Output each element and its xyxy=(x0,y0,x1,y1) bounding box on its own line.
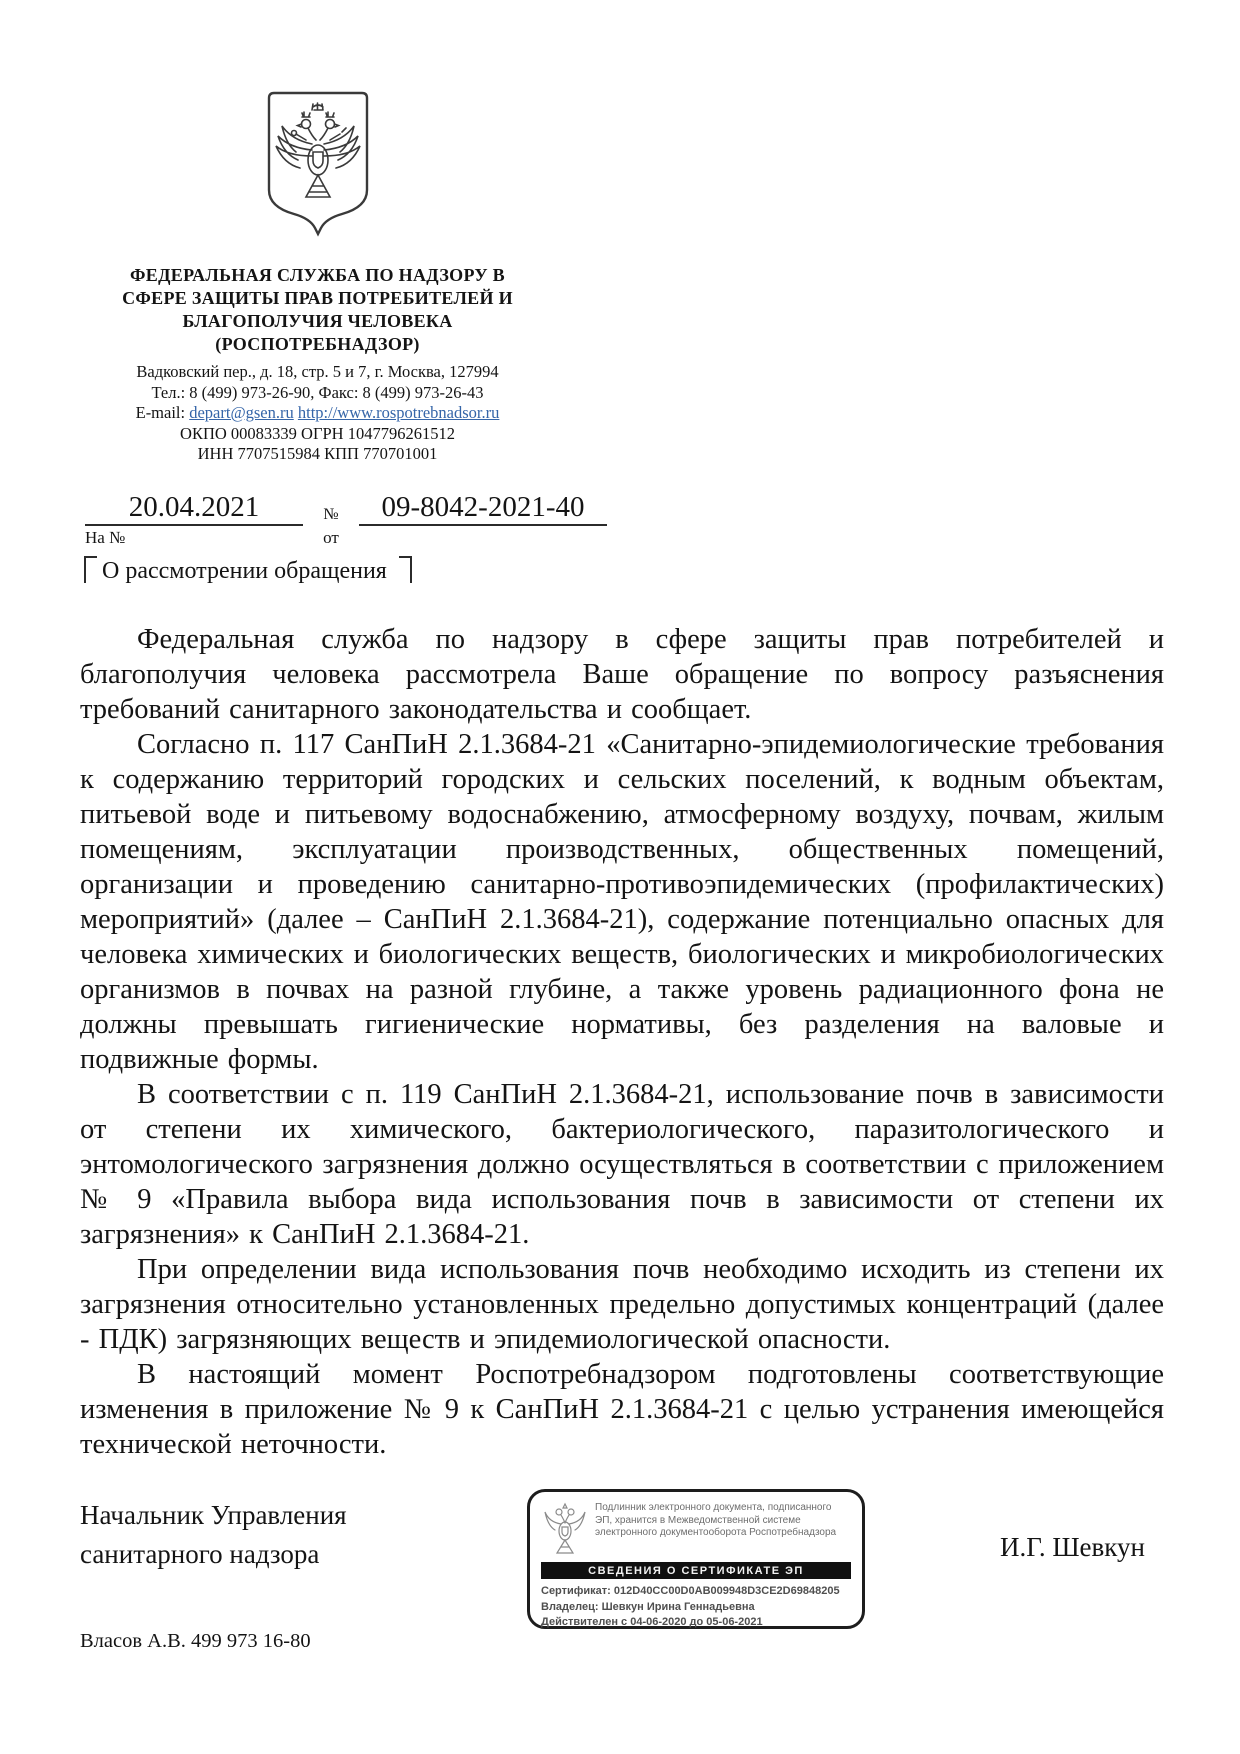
number-column xyxy=(359,482,607,548)
signer-position-line: Начальник Управления xyxy=(80,1500,347,1530)
subject-text: О рассмотрении обращения xyxy=(102,558,387,584)
org-name-line: (РОСПОТРЕБНАДЗОР) xyxy=(215,334,420,354)
esignature-stamp xyxy=(527,1489,865,1629)
org-name xyxy=(85,264,550,356)
stamp-certificate-number: Сертификат: 012D40CC00D0AB009948D3CE2D69848205 xyxy=(541,1585,840,1597)
email-label: E-mail: xyxy=(135,403,190,422)
letter-date: 20.04.2021 xyxy=(85,482,303,526)
signer-name: И.Г. Шевкун xyxy=(1000,1532,1145,1562)
org-name-line: БЛАГОПОЛУЧИЯ ЧЕЛОВЕКА xyxy=(182,311,453,331)
coat-of-arms-icon xyxy=(262,88,374,240)
letter-body xyxy=(80,622,1164,1462)
org-okpo-ogrn: ОКПО 00083339 ОГРН 1047796261512 xyxy=(180,423,455,443)
org-address: Вадковский пер., д. 18, стр. 5 и 7, г. Москва, 127994 xyxy=(136,362,499,381)
executor-contact: Власов А.В. 499 973 16-80 xyxy=(80,1630,311,1652)
on-number-label: На № xyxy=(85,528,126,547)
corner-bracket-left-icon xyxy=(84,556,97,583)
stamp-validity: Действителен с 04-06-2020 до 05-06-2021 xyxy=(541,1616,763,1628)
org-email-line xyxy=(85,403,550,424)
stamp-header-text: Подлинник электронного документа, подписанного ЭП, хранится в Межведомственной системе электронного документооборота Роспотребнадзора xyxy=(595,1502,837,1538)
stamp-owner: Владелец: Шевкун Ирина Геннадьевна xyxy=(541,1600,755,1613)
signer-position-line: санитарного надзора xyxy=(80,1539,320,1569)
from-label: от xyxy=(323,528,339,547)
signer-position xyxy=(80,1496,347,1574)
email-link[interactable]: depart@gsen.ru xyxy=(189,403,294,422)
number-sign: № xyxy=(323,506,339,523)
stamp-emblem-icon xyxy=(543,1501,587,1557)
reference-line xyxy=(85,482,607,548)
paragraph: В настоящий момент Роспотребнадзором подготовлены соответствующие изменения в приложение № 9 к СанПиН 2.1.3684-21 с целью устранения имеющейся технической неточности. xyxy=(80,1359,1164,1460)
org-name-line: СФЕРЕ ЗАЩИТЫ ПРАВ ПОТРЕБИТЕЛЕЙ И xyxy=(122,288,513,308)
letterhead xyxy=(85,88,550,465)
corner-bracket-right-icon xyxy=(399,556,412,583)
date-column xyxy=(85,482,303,548)
org-name-line: ФЕДЕРАЛЬНАЯ СЛУЖБА ПО НАДЗОРУ В xyxy=(130,265,505,285)
stamp-certificate-bar: СВЕДЕНИЯ О СЕРТИФИКАТЕ ЭП xyxy=(541,1562,851,1579)
letter-number: 09-8042-2021-40 xyxy=(359,482,607,526)
org-inn-kpp: ИНН 7707515984 КПП 770701001 xyxy=(197,444,438,463)
website-link[interactable]: http://www.rospotrebnadsor.ru xyxy=(297,403,500,422)
paragraph: Согласно п. 117 СанПиН 2.1.3684-21 «Санитарно-эпидемиологические требования к содержанию территорий городских и сельских поселений, к водным объектам, питьевой воде и питьевому водоснабжению, атмосферному воздуху, почвам, жилым помещениям, эксплуатации производственных, общественных помещений, организации и проведению санитарно-противоэпидемических (профилактических) мероприятий» (далее – СанПиН 2.1.3684-21), содержание потенциально опасных для человека химических и биологических веществ, биологических и микробиологических организмов в почвах на разной глубине, а также уровень радиационного фона не должны превышать гигиенические нормативы, без разделения на валовые и подвижные формы. xyxy=(80,729,1164,1075)
paragraph: В соответствии с п. 119 СанПиН 2.1.3684-21, использование почв в зависимости от степени их химического, бактериологического, паразитологического и энтомологического загрязнения должно осуществляться в соответствии с приложением № 9 «Правила выбора вида использования почв в зависимости от степени их загрязнения» к СанПиН 2.1.3684-21. xyxy=(80,1079,1164,1250)
org-phone-fax: Тел.: 8 (499) 973-26-90, Факс: 8 (499) 973-26-43 xyxy=(151,382,484,402)
paragraph: Федеральная служба по надзору в сфере защиты прав потребителей и благополучия человека рассмотрела Ваше обращение по вопросу разъяснения требований санитарного законодательства и сообщает. xyxy=(80,624,1164,725)
subject-line xyxy=(84,556,412,585)
org-contacts xyxy=(85,362,550,465)
paragraph: При определении вида использования почв необходимо исходить из степени их загрязнения относительно установленных предельно допустимых концентраций (далее - ПДК) загрязняющих веществ и эпидемиологической опасности. xyxy=(80,1254,1164,1355)
number-sign-column xyxy=(303,482,359,548)
